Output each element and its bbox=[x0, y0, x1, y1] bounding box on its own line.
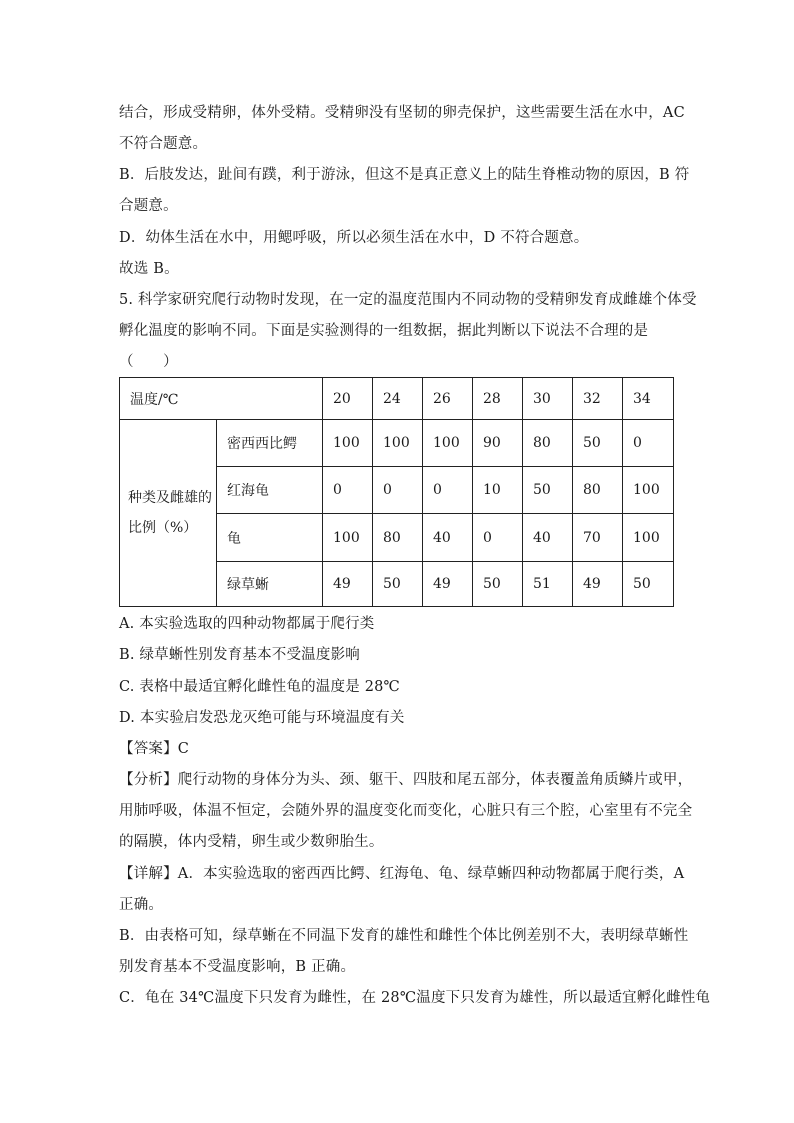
table-cell: 90 bbox=[473, 420, 523, 467]
header-temp: 32 bbox=[573, 378, 623, 420]
option-b: B. 绿草蜥性别发育基本不受温度影响 bbox=[119, 647, 360, 663]
table-cell: 50 bbox=[373, 562, 423, 607]
text-line: 合题意。 bbox=[119, 198, 178, 214]
table-cell: 51 bbox=[523, 562, 573, 607]
table-cell: 49 bbox=[423, 562, 473, 607]
table-cell: 50 bbox=[573, 420, 623, 467]
species-name: 红海龟 bbox=[217, 467, 323, 514]
table-cell: 70 bbox=[573, 514, 623, 562]
answer-line: 【答案】C bbox=[119, 741, 190, 757]
species-name: 绿草蜥 bbox=[217, 562, 323, 607]
detail-line: B．由表格可知，绿草蜥在不同温下发育的雄性和雌性个体比例差别不大，表明绿草蜥性 bbox=[119, 928, 689, 944]
group-label: 种类及雌雄的比例（%） bbox=[120, 420, 217, 607]
header-temp: 24 bbox=[373, 378, 423, 420]
table-cell: 40 bbox=[423, 514, 473, 562]
analysis-line: 的隔膜，体内受精，卵生或少数卵胎生。 bbox=[119, 834, 384, 850]
table-cell: 100 bbox=[373, 420, 423, 467]
analysis-line: 用肺呼吸，体温不恒定，会随外界的温度变化而变化，心脏只有三个腔，心室里有不完全 bbox=[119, 803, 693, 819]
detail-line: 正确。 bbox=[119, 897, 164, 913]
table-cell: 100 bbox=[323, 420, 373, 467]
table-cell: 80 bbox=[573, 467, 623, 514]
text-line: 不符合题意。 bbox=[119, 136, 208, 152]
table-cell: 49 bbox=[323, 562, 373, 607]
table-cell: 50 bbox=[473, 562, 523, 607]
analysis-line: 【分析】爬行动物的身体分为头、颈、躯干、四肢和尾五部分，体表覆盖角质鳞片或甲， bbox=[119, 772, 693, 788]
table-cell: 80 bbox=[373, 514, 423, 562]
detail-line: 【详解】A．本实验选取的密西西比鳄、红海龟、龟、绿草蜥四种动物都属于爬行类，A bbox=[119, 866, 685, 882]
text-line: D．幼体生活在水中，用鳃呼吸，所以必须生活在水中，D 不符合题意。 bbox=[119, 230, 589, 246]
answer-blank: （ ） bbox=[119, 354, 178, 370]
data-table bbox=[119, 377, 674, 607]
table-cell: 100 bbox=[623, 514, 674, 562]
table-header-row bbox=[120, 378, 674, 420]
text-line: 结合，形成受精卵，体外受精。受精卵没有坚韧的卵壳保护，这些需要生活在水中，AC bbox=[119, 105, 685, 121]
header-temp: 28 bbox=[473, 378, 523, 420]
detail-line: C．龟在 34℃温度下只发育为雌性，在 28℃温度下只发育为雄性，所以最适宜孵化雌性龟 bbox=[119, 990, 711, 1006]
question-stem: 孵化温度的影响不同。下面是实验测得的一组数据，据此判断以下说法不合理的是 bbox=[119, 323, 649, 339]
option-c: C. 表格中最适宜孵化雌性龟的温度是 28℃ bbox=[119, 679, 400, 695]
table-cell: 0 bbox=[623, 420, 674, 467]
question-stem: 5. 科学家研究爬行动物时发现，在一定的温度范围内不同动物的受精卵发育成雌雄个体受 bbox=[119, 292, 697, 308]
table-cell: 49 bbox=[573, 562, 623, 607]
table-cell: 0 bbox=[323, 467, 373, 514]
species-name: 龟 bbox=[217, 514, 323, 562]
option-a: A. 本实验选取的四种动物都属于爬行类 bbox=[119, 616, 375, 632]
header-temp: 34 bbox=[623, 378, 674, 420]
table-cell: 50 bbox=[623, 562, 674, 607]
option-d: D. 本实验启发恐龙灭绝可能与环境温度有关 bbox=[119, 710, 405, 726]
species-name: 密西西比鳄 bbox=[217, 420, 323, 467]
table-cell: 100 bbox=[623, 467, 674, 514]
table-cell: 0 bbox=[423, 467, 473, 514]
table-cell: 0 bbox=[473, 514, 523, 562]
header-temp: 20 bbox=[323, 378, 373, 420]
header-temp: 30 bbox=[523, 378, 573, 420]
text-line: B．后肢发达，趾间有蹼，利于游泳，但这不是真正意义上的陆生脊椎动物的原因，B 符 bbox=[119, 167, 690, 183]
table-cell: 50 bbox=[523, 467, 573, 514]
table-cell: 10 bbox=[473, 467, 523, 514]
header-temp: 26 bbox=[423, 378, 473, 420]
table-cell: 40 bbox=[523, 514, 573, 562]
detail-line: 别发育基本不受温度影响，B 正确。 bbox=[119, 959, 356, 975]
table-cell: 80 bbox=[523, 420, 573, 467]
table-cell: 0 bbox=[373, 467, 423, 514]
table-row bbox=[120, 420, 674, 467]
text-line: 故选 B。 bbox=[119, 261, 179, 277]
header-label: 温度/℃ bbox=[120, 378, 323, 420]
table-cell: 100 bbox=[423, 420, 473, 467]
table-cell: 100 bbox=[323, 514, 373, 562]
